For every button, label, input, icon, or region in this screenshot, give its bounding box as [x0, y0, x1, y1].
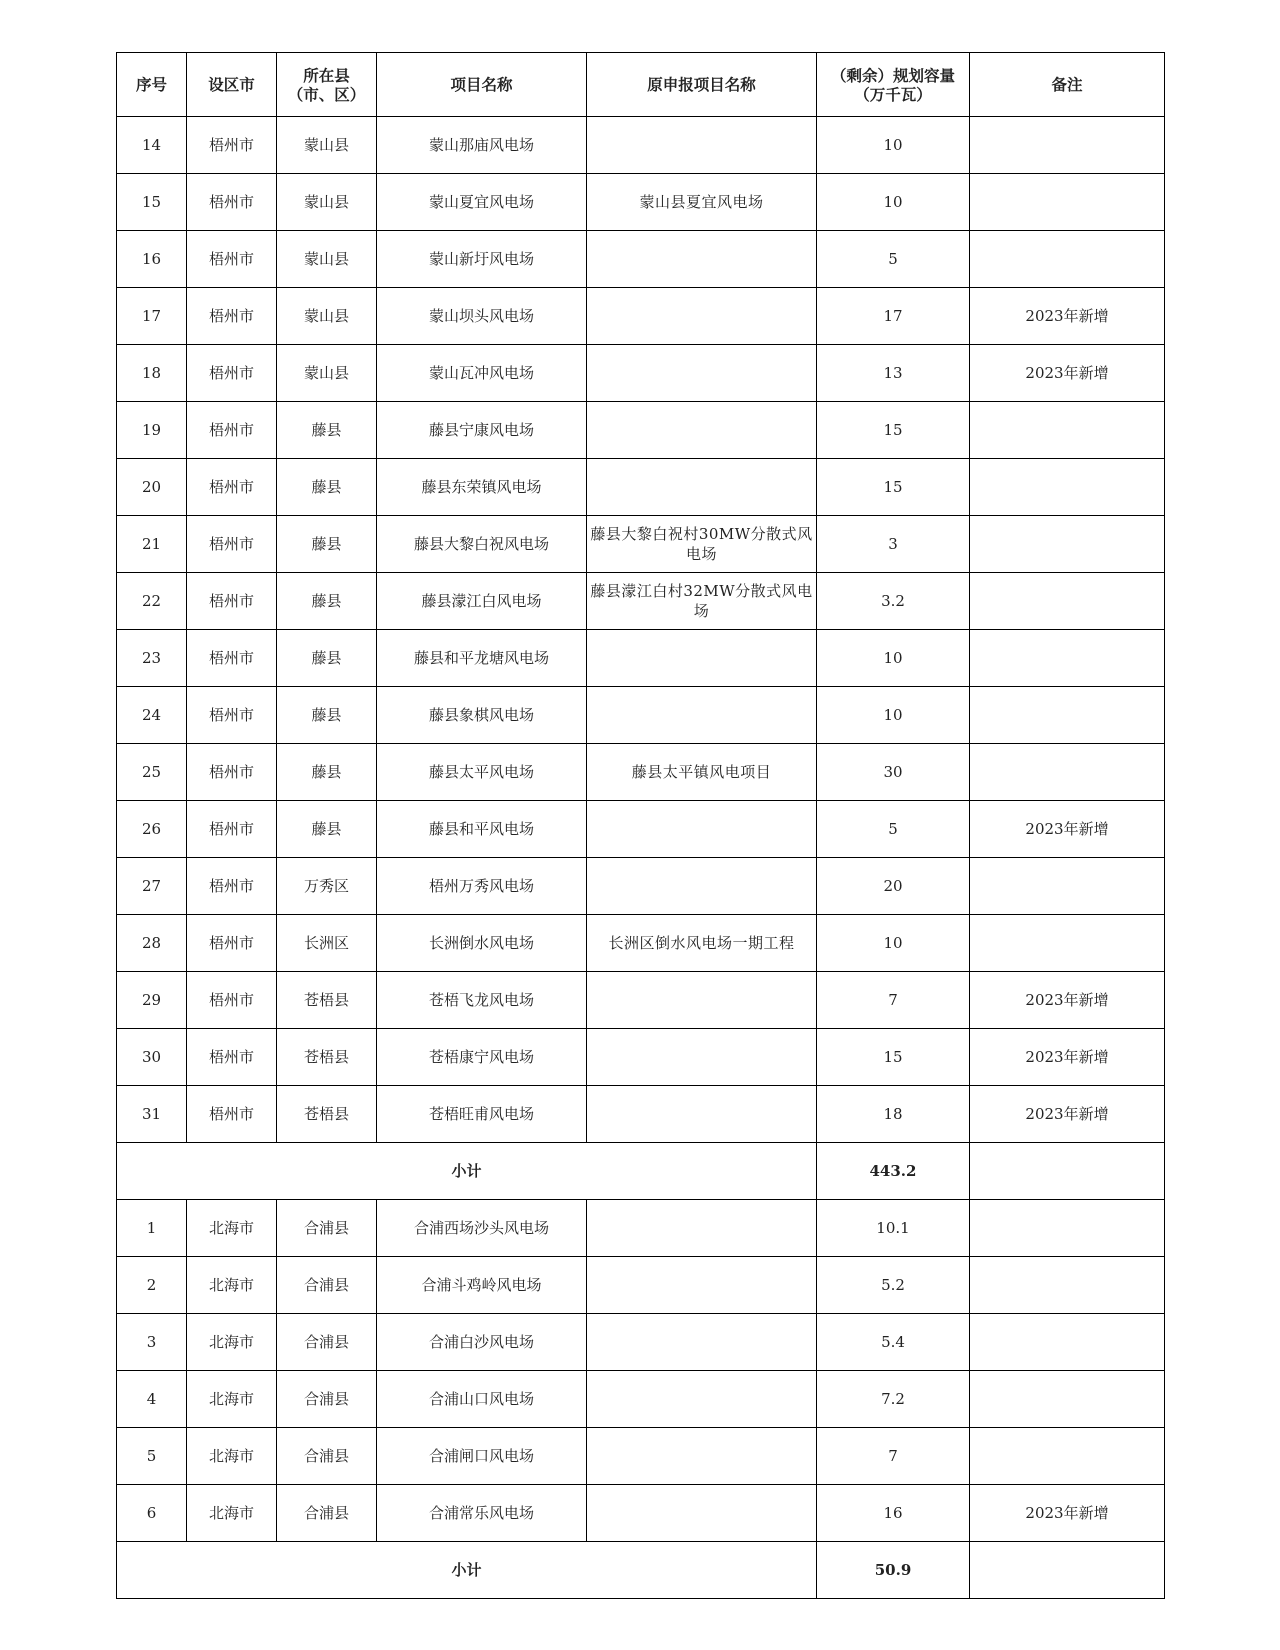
header-county-line2: （市、区）	[287, 84, 366, 104]
cell-remarks: 2023年新增	[970, 345, 1165, 402]
table-row	[117, 402, 1165, 459]
table-row	[117, 630, 1165, 687]
cell-capacity: 7	[817, 972, 970, 1029]
cell-city: 梧州市	[187, 915, 277, 972]
cell-remarks	[970, 402, 1165, 459]
cell-capacity: 3.2	[817, 573, 970, 630]
cell-seq: 5	[117, 1428, 187, 1485]
cell-city: 梧州市	[187, 1029, 277, 1086]
cell-seq: 29	[117, 972, 187, 1029]
cell-original	[587, 459, 817, 516]
cell-remarks	[970, 1257, 1165, 1314]
cell-original	[587, 1029, 817, 1086]
header-capacity-line2: （万千瓦）	[854, 84, 932, 104]
cell-capacity: 16	[817, 1485, 970, 1542]
table-row	[117, 516, 1165, 573]
cell-city: 梧州市	[187, 516, 277, 573]
cell-project: 蒙山坝头风电场	[377, 288, 587, 345]
cell-remarks	[970, 630, 1165, 687]
table-row	[117, 1029, 1165, 1086]
cell-city: 梧州市	[187, 402, 277, 459]
table-row	[117, 915, 1165, 972]
cell-original	[587, 801, 817, 858]
cell-original: 藤县濛江白村32MW分散式风电场	[587, 573, 817, 630]
cell-county: 合浦县	[277, 1371, 377, 1428]
cell-remarks: 2023年新增	[970, 1485, 1165, 1542]
cell-seq: 22	[117, 573, 187, 630]
cell-capacity: 17	[817, 288, 970, 345]
cell-city: 梧州市	[187, 801, 277, 858]
cell-city: 梧州市	[187, 858, 277, 915]
cell-city: 北海市	[187, 1314, 277, 1371]
cell-remarks	[970, 117, 1165, 174]
cell-seq: 3	[117, 1314, 187, 1371]
cell-city: 北海市	[187, 1257, 277, 1314]
cell-project: 合浦常乐风电场	[377, 1485, 587, 1542]
table-row	[117, 174, 1165, 231]
cell-seq: 19	[117, 402, 187, 459]
cell-city: 梧州市	[187, 459, 277, 516]
cell-remarks	[970, 174, 1165, 231]
header-county	[277, 53, 377, 117]
cell-seq: 2	[117, 1257, 187, 1314]
subtotal-remarks	[970, 1542, 1165, 1599]
cell-project: 蒙山瓦冲风电场	[377, 345, 587, 402]
cell-county: 藤县	[277, 402, 377, 459]
cell-city: 梧州市	[187, 174, 277, 231]
cell-county: 合浦县	[277, 1485, 377, 1542]
cell-county: 藤县	[277, 516, 377, 573]
cell-county: 藤县	[277, 687, 377, 744]
cell-seq: 16	[117, 231, 187, 288]
cell-seq: 23	[117, 630, 187, 687]
cell-county: 藤县	[277, 801, 377, 858]
header-capacity-line1: （剩余）规划容量	[830, 65, 955, 85]
header-seq: 序号	[117, 53, 187, 117]
cell-seq: 21	[117, 516, 187, 573]
cell-seq: 20	[117, 459, 187, 516]
cell-county: 藤县	[277, 459, 377, 516]
cell-city: 梧州市	[187, 288, 277, 345]
table-row	[117, 345, 1165, 402]
cell-original	[587, 1257, 817, 1314]
cell-original: 长洲区倒水风电场一期工程	[587, 915, 817, 972]
cell-capacity: 10	[817, 630, 970, 687]
cell-project: 藤县象棋风电场	[377, 687, 587, 744]
cell-city: 梧州市	[187, 744, 277, 801]
cell-capacity: 7	[817, 1428, 970, 1485]
cell-original: 藤县太平镇风电项目	[587, 744, 817, 801]
cell-original	[587, 1371, 817, 1428]
cell-capacity: 13	[817, 345, 970, 402]
cell-county: 苍梧县	[277, 1029, 377, 1086]
cell-capacity: 10	[817, 174, 970, 231]
cell-original	[587, 1428, 817, 1485]
cell-project: 合浦西场沙头风电场	[377, 1200, 587, 1257]
cell-capacity: 3	[817, 516, 970, 573]
table-row	[117, 1257, 1165, 1314]
cell-seq: 30	[117, 1029, 187, 1086]
cell-remarks	[970, 1371, 1165, 1428]
cell-seq: 15	[117, 174, 187, 231]
subtotal-value: 443.2	[817, 1143, 970, 1200]
cell-seq: 31	[117, 1086, 187, 1143]
cell-capacity: 20	[817, 858, 970, 915]
cell-county: 苍梧县	[277, 1086, 377, 1143]
cell-county: 万秀区	[277, 858, 377, 915]
cell-remarks	[970, 1314, 1165, 1371]
cell-capacity: 10	[817, 117, 970, 174]
cell-remarks	[970, 687, 1165, 744]
table-row	[117, 687, 1165, 744]
table-row	[117, 1371, 1165, 1428]
cell-capacity: 15	[817, 459, 970, 516]
cell-city: 北海市	[187, 1200, 277, 1257]
cell-original	[587, 288, 817, 345]
header-city: 设区市	[187, 53, 277, 117]
cell-seq: 27	[117, 858, 187, 915]
table-row	[117, 573, 1165, 630]
cell-capacity: 18	[817, 1086, 970, 1143]
cell-project: 苍梧旺甫风电场	[377, 1086, 587, 1143]
cell-project: 苍梧康宁风电场	[377, 1029, 587, 1086]
table-row	[117, 858, 1165, 915]
cell-seq: 18	[117, 345, 187, 402]
cell-seq: 4	[117, 1371, 187, 1428]
cell-city: 北海市	[187, 1428, 277, 1485]
cell-original	[587, 972, 817, 1029]
cell-project: 藤县濛江白风电场	[377, 573, 587, 630]
cell-remarks: 2023年新增	[970, 288, 1165, 345]
cell-city: 北海市	[187, 1485, 277, 1542]
cell-capacity: 10.1	[817, 1200, 970, 1257]
cell-project: 合浦斗鸡岭风电场	[377, 1257, 587, 1314]
header-row	[117, 53, 1165, 117]
cell-project: 合浦闸口风电场	[377, 1428, 587, 1485]
table-row	[117, 117, 1165, 174]
cell-capacity: 5	[817, 801, 970, 858]
cell-project: 藤县和平龙塘风电场	[377, 630, 587, 687]
cell-county: 藤县	[277, 630, 377, 687]
wind-farm-plan-table	[116, 52, 1165, 1599]
cell-original	[587, 231, 817, 288]
cell-project: 合浦山口风电场	[377, 1371, 587, 1428]
cell-county: 藤县	[277, 744, 377, 801]
cell-original	[587, 117, 817, 174]
table-row	[117, 1200, 1165, 1257]
cell-remarks	[970, 459, 1165, 516]
cell-original	[587, 1314, 817, 1371]
cell-project: 合浦白沙风电场	[377, 1314, 587, 1371]
table-row	[117, 801, 1165, 858]
cell-project: 藤县东荣镇风电场	[377, 459, 587, 516]
cell-county: 合浦县	[277, 1257, 377, 1314]
cell-county: 蒙山县	[277, 117, 377, 174]
table-row	[117, 1485, 1165, 1542]
header-original: 原申报项目名称	[587, 53, 817, 117]
cell-project: 蒙山新圩风电场	[377, 231, 587, 288]
cell-project: 梧州万秀风电场	[377, 858, 587, 915]
cell-remarks: 2023年新增	[970, 801, 1165, 858]
cell-original: 蒙山县夏宜风电场	[587, 174, 817, 231]
table-row	[117, 459, 1165, 516]
cell-city: 梧州市	[187, 117, 277, 174]
cell-county: 苍梧县	[277, 972, 377, 1029]
table-row	[117, 1428, 1165, 1485]
cell-county: 蒙山县	[277, 231, 377, 288]
cell-original	[587, 1200, 817, 1257]
cell-city: 梧州市	[187, 1086, 277, 1143]
cell-original	[587, 345, 817, 402]
cell-seq: 26	[117, 801, 187, 858]
cell-project: 藤县宁康风电场	[377, 402, 587, 459]
cell-project: 长洲倒水风电场	[377, 915, 587, 972]
cell-original	[587, 858, 817, 915]
cell-project: 藤县和平风电场	[377, 801, 587, 858]
cell-county: 藤县	[277, 573, 377, 630]
header-county-line1: 所在县	[303, 65, 350, 85]
cell-city: 北海市	[187, 1371, 277, 1428]
subtotal-label: 小计	[117, 1143, 817, 1200]
cell-original	[587, 1485, 817, 1542]
cell-original	[587, 687, 817, 744]
table-row	[117, 1086, 1165, 1143]
subtotal-row	[117, 1542, 1165, 1599]
cell-original	[587, 402, 817, 459]
header-remarks: 备注	[970, 53, 1165, 117]
cell-original	[587, 1086, 817, 1143]
cell-city: 梧州市	[187, 345, 277, 402]
table-row	[117, 231, 1165, 288]
header-project: 项目名称	[377, 53, 587, 117]
table-row	[117, 972, 1165, 1029]
cell-capacity: 15	[817, 402, 970, 459]
cell-county: 合浦县	[277, 1428, 377, 1485]
subtotal-value: 50.9	[817, 1542, 970, 1599]
cell-original	[587, 630, 817, 687]
cell-capacity: 15	[817, 1029, 970, 1086]
cell-project: 蒙山那庙风电场	[377, 117, 587, 174]
cell-original: 藤县大黎白祝村30MW分散式风电场	[587, 516, 817, 573]
header-capacity	[817, 53, 970, 117]
cell-remarks	[970, 1428, 1165, 1485]
cell-capacity: 5.4	[817, 1314, 970, 1371]
cell-remarks	[970, 1200, 1165, 1257]
subtotal-row	[117, 1143, 1165, 1200]
cell-remarks	[970, 744, 1165, 801]
cell-remarks	[970, 573, 1165, 630]
cell-remarks: 2023年新增	[970, 1086, 1165, 1143]
cell-city: 梧州市	[187, 630, 277, 687]
cell-remarks	[970, 516, 1165, 573]
cell-seq: 6	[117, 1485, 187, 1542]
cell-remarks: 2023年新增	[970, 972, 1165, 1029]
cell-project: 苍梧飞龙风电场	[377, 972, 587, 1029]
cell-city: 梧州市	[187, 687, 277, 744]
cell-seq: 17	[117, 288, 187, 345]
cell-capacity: 10	[817, 915, 970, 972]
cell-city: 梧州市	[187, 573, 277, 630]
cell-remarks: 2023年新增	[970, 1029, 1165, 1086]
cell-city: 梧州市	[187, 972, 277, 1029]
cell-capacity: 5.2	[817, 1257, 970, 1314]
cell-project: 蒙山夏宜风电场	[377, 174, 587, 231]
cell-capacity: 10	[817, 687, 970, 744]
cell-project: 藤县太平风电场	[377, 744, 587, 801]
cell-remarks	[970, 858, 1165, 915]
cell-capacity: 30	[817, 744, 970, 801]
cell-county: 合浦县	[277, 1314, 377, 1371]
cell-seq: 14	[117, 117, 187, 174]
cell-seq: 24	[117, 687, 187, 744]
table-row	[117, 744, 1165, 801]
cell-project: 藤县大黎白祝风电场	[377, 516, 587, 573]
cell-county: 蒙山县	[277, 345, 377, 402]
cell-remarks	[970, 915, 1165, 972]
cell-seq: 28	[117, 915, 187, 972]
subtotal-remarks	[970, 1143, 1165, 1200]
cell-seq: 1	[117, 1200, 187, 1257]
cell-remarks	[970, 231, 1165, 288]
cell-county: 蒙山县	[277, 174, 377, 231]
table-row	[117, 288, 1165, 345]
cell-capacity: 5	[817, 231, 970, 288]
cell-county: 合浦县	[277, 1200, 377, 1257]
cell-city: 梧州市	[187, 231, 277, 288]
subtotal-label: 小计	[117, 1542, 817, 1599]
table-row	[117, 1314, 1165, 1371]
cell-capacity: 7.2	[817, 1371, 970, 1428]
cell-seq: 25	[117, 744, 187, 801]
cell-county: 长洲区	[277, 915, 377, 972]
cell-county: 蒙山县	[277, 288, 377, 345]
